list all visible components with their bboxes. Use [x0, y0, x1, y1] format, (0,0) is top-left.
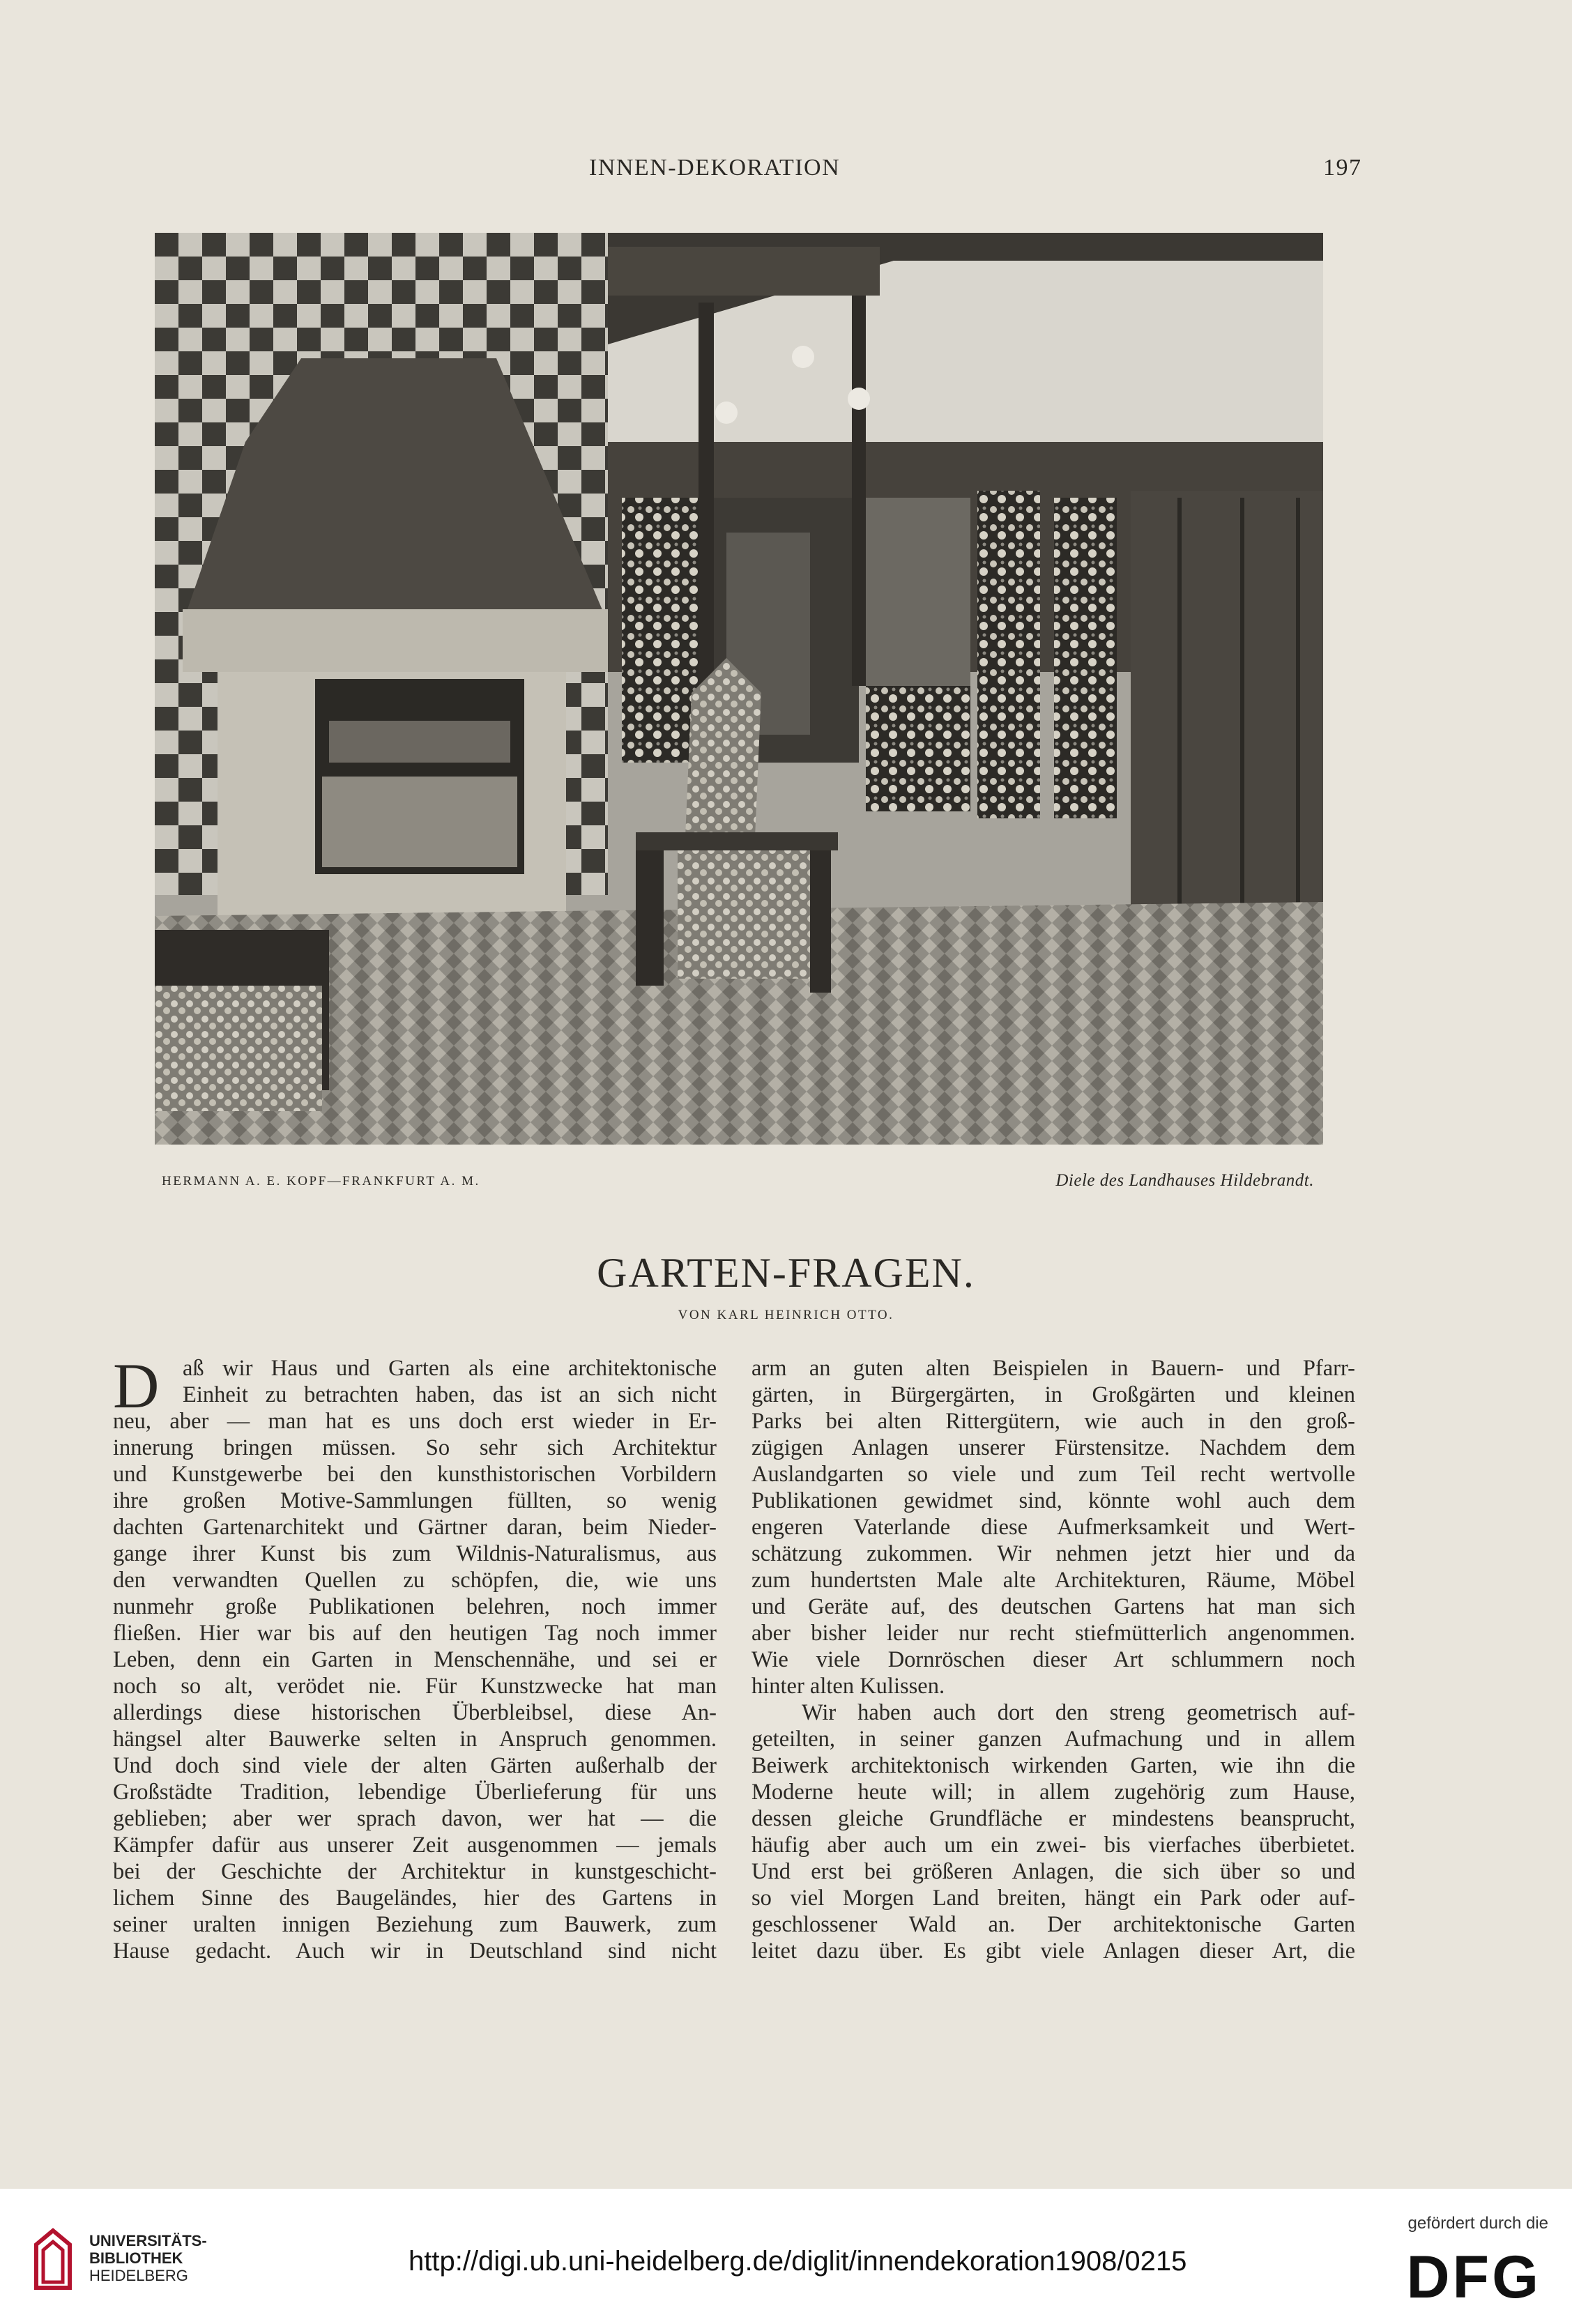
text-line: hinter alten Kulissen.	[751, 1674, 945, 1699]
text-line: Wir haben auch dort den streng geometrisch auf-	[802, 1700, 1355, 1725]
text-line: bei der Geschichte der Architektur in kunstgeschicht-	[113, 1859, 717, 1884]
photo-illustration	[155, 233, 1323, 1145]
text-line: Großstädte Tradition, lebendige Überlieferung für uns	[113, 1780, 717, 1805]
text-line: leitet dazu über. Es gibt viele Anlagen dieser Art, die	[751, 1939, 1355, 1964]
dfg-logo: DFG	[1406, 2244, 1541, 2311]
text-line: Auslandgarten so viele und zum Teil recht wertvolle	[751, 1462, 1355, 1487]
text-line: und Geräte auf, des deutschen Gartens hat man sich	[751, 1594, 1355, 1619]
text-line: arm an guten alten Beispielen in Bauern- und Pfarr-	[751, 1356, 1355, 1381]
text-line: Hause gedacht. Auch wir in Deutschland sind nicht	[113, 1939, 717, 1964]
text-line: engeren Vaterlande diese Aufmerksamkeit und Wert-	[751, 1515, 1355, 1540]
text-line: gange ihrer Kunst bis zum Wildnis-Naturalismus, aus	[113, 1541, 717, 1566]
text-line: Und erst bei größeren Anlagen, die sich über so und	[751, 1859, 1355, 1884]
text-column-left	[113, 1350, 717, 1964]
library-name-line: BIBLIOTHEK	[89, 2249, 183, 2267]
library-name-line: UNIVERSITÄTS-	[89, 2232, 207, 2249]
text-line: Parks bei alten Rittergütern, wie auch in den groß-	[751, 1409, 1355, 1434]
text-line: dessen gleiche Grundfläche er mindestens beansprucht,	[751, 1806, 1355, 1831]
text-line: Beiwerk architektonisch wirkenden Garten, wie ihn die	[751, 1753, 1355, 1778]
text-line: geteilten, in seiner ganzen Aufmachung und in allem	[751, 1727, 1355, 1752]
text-line: nunmehr große Publikationen belehren, noch immer	[113, 1594, 717, 1619]
running-head	[0, 155, 1572, 190]
text-line: ihre großen Motive-Sammlungen füllten, so wenig	[113, 1488, 717, 1513]
text-line: Kämpfer dafür aus unserer Zeit ausgenommen — jemals	[113, 1833, 717, 1858]
text-line: lichem Sinne des Baugeländes, hier des Gartens in	[113, 1886, 717, 1911]
text-line: gärten, in Bürgergärten, in Großgärten und kleinen	[751, 1382, 1355, 1407]
digitization-footer	[0, 2189, 1572, 2324]
text-line: den verwandten Quellen zu schöpfen, die, wie uns	[113, 1568, 717, 1593]
text-line: zügigen Anlagen unserer Fürstensitze. Nachdem dem	[751, 1435, 1355, 1460]
text-line: so viel Morgen Land breiten, hängt ein Park oder auf-	[751, 1886, 1355, 1911]
photo-credit: HERMANN A. E. KOPF—FRANKFURT A. M.	[162, 1174, 480, 1188]
library-logo-icon	[32, 2226, 74, 2293]
text-column-right	[751, 1355, 1355, 1964]
text-line: Und doch sind viele der alten Gärten außerhalb der	[113, 1753, 717, 1778]
text-line: geschlossener Wald an. Der architektonische Garten	[751, 1912, 1355, 1937]
text-line: allerdings diese historischen Überbleibsel, diese An-	[113, 1700, 717, 1725]
article-title: GARTEN-FRAGEN.	[597, 1250, 975, 1296]
article-byline: VON KARL HEINRICH OTTO.	[678, 1308, 894, 1322]
text-line: Publikationen gewidmet sind, könnte wohl auch dem	[751, 1488, 1355, 1513]
text-line: Einheit zu betrachten haben, das ist an sich nicht	[183, 1382, 717, 1407]
text-line: Wie viele Dornröschen dieser Art schlummern noch	[751, 1647, 1355, 1672]
text-line: Leben, denn ein Garten in Menschennähe, und sei er	[113, 1647, 717, 1672]
text-line: Moderne heute will; in allem zugehörig zum Hause,	[751, 1780, 1355, 1805]
text-line: neu, aber — man hat es uns doch erst wieder in Er-	[113, 1409, 717, 1434]
interior-photograph	[155, 233, 1323, 1145]
permalink-url[interactable]: http://digi.ub.uni-heidelberg.de/diglit/innendekoration1908/0215	[409, 2246, 1187, 2277]
text-line: häufig aber auch um ein zwei- bis vierfaches überbietet.	[751, 1833, 1355, 1858]
library-name	[89, 2232, 207, 2284]
text-line: und Kunstgewerbe bei den kunsthistorischen Vorbildern	[113, 1462, 717, 1487]
text-line: hängsel alter Bauwerke selten in Anspruch genommen.	[113, 1727, 717, 1752]
drop-capital: D	[113, 1350, 160, 1421]
text-line: fließen. Hier war bis auf den heutigen Tag noch immer	[113, 1621, 717, 1646]
text-line: geblieben; aber wer sprach davon, wer hat — die	[113, 1806, 717, 1831]
text-line: aber bisher leider nur recht stiefmütterlich angenommen.	[751, 1621, 1355, 1646]
funding-note: gefördert durch die	[1407, 2214, 1548, 2233]
text-line: schätzung zukommen. Wir nehmen jetzt hier und da	[751, 1541, 1355, 1566]
library-name-line: HEIDELBERG	[89, 2267, 188, 2284]
photo-caption: Diele des Landhauses Hildebrandt.	[1055, 1171, 1314, 1190]
text-line: zum hundertsten Male alte Architekturen, Räume, Möbel	[751, 1568, 1355, 1593]
text-line: noch so alt, verödet nie. Für Kunstzwecke hat man	[113, 1674, 717, 1699]
running-head-title: INNEN-DEKORATION	[589, 155, 841, 181]
text-line: dachten Gartenarchitekt und Gärtner daran, beim Nieder-	[113, 1515, 717, 1540]
text-line: seiner uralten innigen Beziehung zum Bauwerk, zum	[113, 1912, 717, 1937]
page-number: 197	[1323, 155, 1362, 181]
text-line: aß wir Haus und Garten als eine architektonische	[183, 1356, 717, 1381]
text-line: innerung bringen müssen. So sehr sich Architektur	[113, 1435, 717, 1460]
